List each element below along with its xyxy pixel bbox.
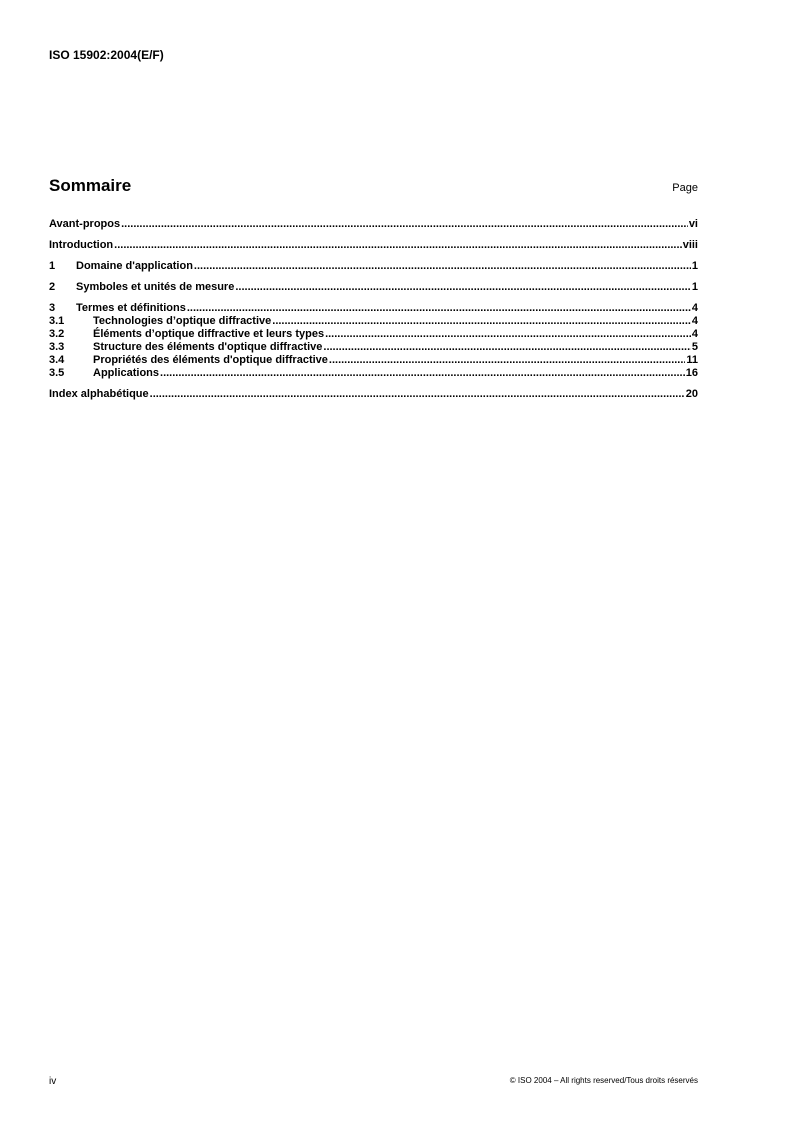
toc-entry-label: Applications — [93, 367, 160, 379]
toc-entry-label: Éléments d’optique diffractive et leurs types — [93, 328, 325, 340]
toc-entry-number: 2 — [49, 281, 56, 293]
toc-entry-section-3-4[interactable] — [49, 354, 698, 367]
toc-entry-index[interactable] — [49, 388, 698, 401]
toc-entry-page: vi — [688, 218, 698, 230]
toc-entry-number: 3.4 — [49, 354, 65, 366]
toc-entry-section-3-1[interactable] — [49, 315, 698, 328]
toc-entry-page: 4 — [691, 302, 698, 314]
toc-leader-dots — [187, 302, 691, 315]
document-identifier: ISO 15902:2004(E/F) — [49, 48, 164, 62]
toc-entry-label: Introduction — [49, 239, 114, 251]
table-of-contents — [49, 218, 698, 401]
toc-leader-dots — [160, 367, 685, 380]
toc-entry-section-3-5[interactable] — [49, 367, 698, 380]
toc-leader-dots — [323, 341, 690, 354]
toc-page-column-label: Page — [672, 182, 698, 194]
toc-entry-label: Termes et définitions — [76, 302, 186, 314]
toc-entry-number: 3 — [49, 302, 56, 314]
toc-leader-dots — [114, 239, 682, 252]
toc-entry-label: Avant-propos — [49, 218, 121, 230]
toc-entry-page: 1 — [691, 281, 698, 293]
toc-entry-label: Index alphabétique — [49, 388, 149, 400]
toc-entry-page: 4 — [691, 315, 698, 327]
toc-entry-section-1[interactable] — [49, 260, 698, 273]
toc-leader-dots — [150, 388, 685, 401]
toc-entry-page: 11 — [686, 354, 698, 366]
toc-entry-label: Technologies d’optique diffractive — [93, 315, 272, 327]
toc-entry-number: 3.3 — [49, 341, 65, 353]
toc-entry-number: 3.1 — [49, 315, 65, 327]
toc-entry-page: 4 — [691, 328, 698, 340]
toc-entry-introduction[interactable] — [49, 239, 698, 252]
toc-entry-section-2[interactable] — [49, 281, 698, 294]
footer-copyright: © ISO 2004 – All rights reserved/Tous droits réservés — [509, 1076, 698, 1085]
toc-entry-page: 16 — [685, 367, 698, 379]
toc-entry-section-3-2[interactable] — [49, 328, 698, 341]
toc-leader-dots — [121, 218, 688, 231]
toc-entry-avant-propos[interactable] — [49, 218, 698, 231]
toc-entry-label: Symboles et unités de mesure — [76, 281, 235, 293]
toc-leader-dots — [194, 260, 691, 273]
toc-entry-label: Domaine d'application — [76, 260, 193, 272]
toc-leader-dots — [329, 354, 685, 367]
toc-entry-page: 5 — [691, 341, 698, 353]
toc-title: Sommaire — [49, 176, 132, 195]
toc-header — [49, 176, 698, 196]
toc-entry-label: Propriétés des éléments d'optique diffractive — [93, 354, 328, 366]
toc-leader-dots — [325, 328, 691, 341]
toc-entry-number: 3.5 — [49, 367, 65, 379]
toc-entry-page: 1 — [691, 260, 698, 272]
toc-entry-number: 3.2 — [49, 328, 65, 340]
toc-entry-number: 1 — [49, 260, 56, 272]
toc-entry-section-3-3[interactable] — [49, 341, 698, 354]
footer-page-number: iv — [49, 1076, 57, 1087]
toc-entry-label: Structure des éléments d'optique diffractive — [93, 341, 323, 353]
toc-leader-dots — [235, 281, 691, 294]
toc-entry-page: 20 — [685, 388, 698, 400]
toc-entry-section-3[interactable] — [49, 302, 698, 315]
toc-entry-page: viii — [682, 239, 698, 251]
toc-leader-dots — [272, 315, 691, 328]
